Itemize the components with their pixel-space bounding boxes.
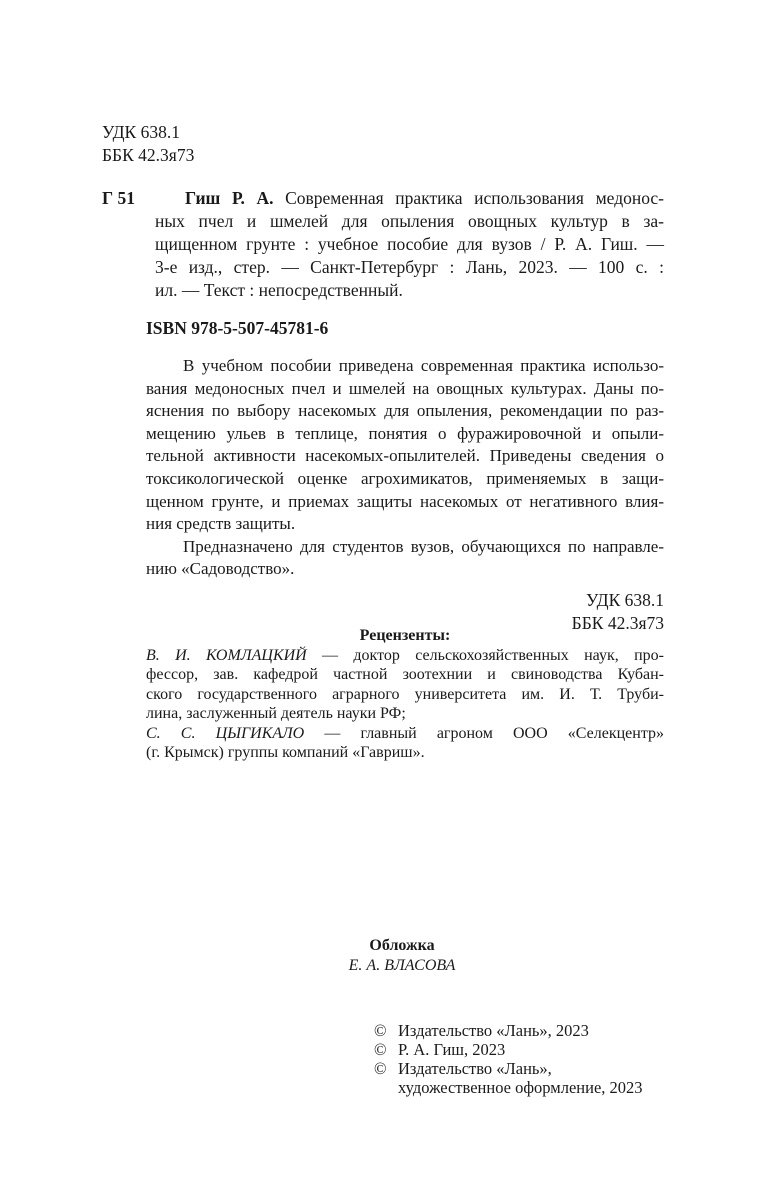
bibliographic-entry <box>155 187 664 302</box>
entry-line: 3-е изд., стер. — Санкт-Петербург : Лань, 2023. — 100 с. : <box>155 257 664 277</box>
copyright-line <box>374 1059 643 1078</box>
reviewer-line <box>146 646 664 666</box>
copyright-icon: © <box>374 1021 387 1040</box>
reviewer-name: В. И. КОМЛАЦКИЙ <box>146 646 307 664</box>
copyright-line <box>374 1021 643 1040</box>
entry-line: ных пчел и шмелей для опыления овощных культур в за- <box>155 211 664 231</box>
cover-designer-name: Е. А. ВЛАСОВА <box>348 956 456 974</box>
isbn-text: ISBN 978-5-507-45781-6 <box>146 318 329 338</box>
copyright <box>374 1021 643 1097</box>
reviewer-text: — доктор сельскохозяйственных наук, про- <box>306 646 664 664</box>
reviewer-name: С. С. ЦЫГИКАЛО <box>146 724 305 742</box>
reviewer-line: (г. Крымск) группы компаний «Гавриш». <box>146 744 425 761</box>
author-mark-code: Г 51 <box>102 188 136 208</box>
reviewers <box>146 626 664 763</box>
entry-author: Гиш Р. А. <box>185 188 274 208</box>
copyright-icon: © <box>374 1059 387 1078</box>
entry-line: щищенном грунте : учебное пособие для вузов / Р. А. Гиш. — <box>155 234 664 254</box>
header-classification <box>102 121 194 167</box>
abstract-line: ния средств защиты. <box>146 514 296 534</box>
copyright-text: Р. А. Гиш, 2023 <box>398 1040 506 1059</box>
reviewer-line <box>146 724 664 744</box>
cover-designer <box>0 956 768 976</box>
udk-code: УДК 638.1 <box>102 122 180 142</box>
abstract-line: вания медоносных пчел и шмелей на овощных культурах. Даны по- <box>146 378 664 398</box>
copyright-icon: © <box>374 1040 387 1059</box>
cover-label-text: Обложка <box>369 937 435 954</box>
reviewers-title <box>146 626 664 646</box>
abstract-line: мещению ульев в теплице, понятия о фуражировочной и опыли- <box>146 423 664 443</box>
copyright-line <box>374 1040 643 1059</box>
udk-code: УДК 638.1 <box>586 590 664 610</box>
cover-label <box>0 936 768 956</box>
abstract <box>146 355 664 581</box>
abstract-line: яснения по выбору насекомых для опыления, рекомендации по раз- <box>146 401 664 421</box>
abstract-line: В учебном пособии приведена современная практика использо- <box>183 356 664 375</box>
copyright-text: Издательство «Лань», 2023 <box>398 1021 589 1040</box>
entry-line: ил. — Текст : непосредственный. <box>155 280 403 300</box>
bbk-code: ББК 42.3я73 <box>102 145 195 165</box>
entry-text: Современная практика использования медонос- <box>285 188 665 208</box>
copyright-text: художественное оформление, 2023 <box>398 1078 643 1097</box>
reviewer-text: — главный агроном ООО «Селекцентр» <box>304 724 665 742</box>
purpose-line: Предназначено для студентов вузов, обучающихся по направле- <box>183 536 664 556</box>
cover-credit <box>0 936 768 975</box>
abstract-line: щенном грунте, и приемах защиты насекомых от негативного влия- <box>146 491 664 511</box>
reviewer-line: ского государственного аграрного университета им. И. Т. Труби- <box>146 685 664 703</box>
copyright-text: Издательство «Лань», <box>398 1059 552 1078</box>
reviewer-line: лина, заслуженный деятель науки РФ; <box>146 705 406 722</box>
reviewer-line: фессор, зав. кафедрой частной зоотехнии и свиноводства Кубан- <box>146 666 664 683</box>
isbn <box>146 317 328 340</box>
abstract-line: тельной активности насекомых-опылителей. Приведены сведения о <box>146 446 664 466</box>
reviewers-title-text: Рецензенты: <box>359 627 451 644</box>
abstract-line: токсикологической оценке агрохимикатов, применяемых в защи- <box>146 468 664 488</box>
purpose-line: нию «Садоводство». <box>146 559 295 579</box>
bbk-code: ББК 42.3я73 <box>571 613 664 633</box>
entry-line <box>155 187 664 210</box>
copyright-line <box>374 1078 643 1097</box>
author-mark <box>102 187 135 210</box>
